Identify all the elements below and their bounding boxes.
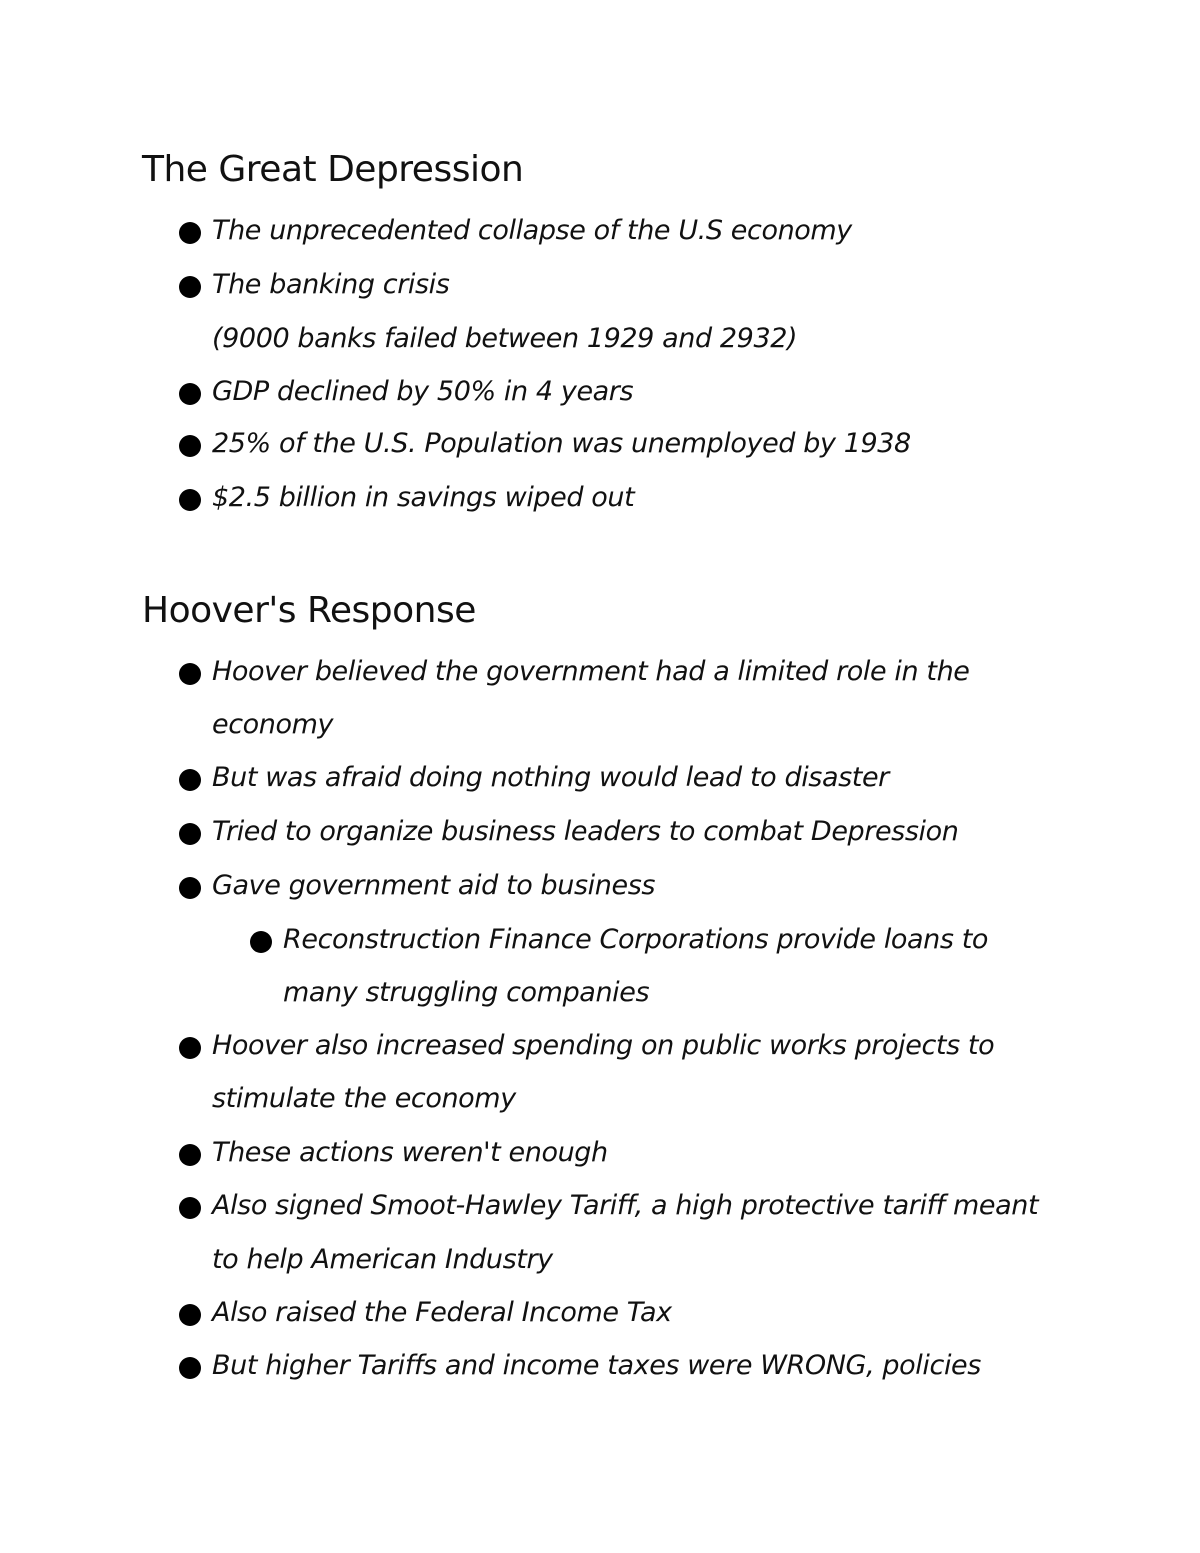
list-item: Gave government aid to business <box>212 870 656 901</box>
bullet-icon <box>179 1197 201 1219</box>
list-item: Also raised the Federal Income Tax <box>212 1297 672 1328</box>
list-item: $2.5 billion in savings wiped out <box>212 482 635 513</box>
list-item: These actions weren't enough <box>212 1137 608 1168</box>
list-item: The banking crisis <box>212 269 450 300</box>
list-item: Hoover believed the government had a limited role in the <box>212 656 970 687</box>
bullet-icon <box>179 383 201 405</box>
list-item: But higher Tariffs and income taxes were WRONG, policies <box>212 1350 981 1381</box>
bullet-icon <box>179 769 201 791</box>
list-item-continuation: stimulate the economy <box>212 1083 516 1114</box>
list-item-continuation: (9000 banks failed between 1929 and 2932) <box>212 323 798 354</box>
bullet-icon <box>179 276 201 298</box>
sub-list-item-continuation: many struggling companies <box>283 977 650 1008</box>
bullet-icon <box>179 1144 201 1166</box>
list-item: 25% of the U.S. Population was unemployed by 1938 <box>212 428 911 459</box>
bullet-icon <box>179 222 201 244</box>
bullet-icon <box>179 823 201 845</box>
bullet-icon <box>179 435 201 457</box>
list-item: GDP declined by 50% in 4 years <box>212 376 634 407</box>
list-item: Hoover also increased spending on public works projects to <box>212 1030 995 1061</box>
list-item: The unprecedented collapse of the U.S economy <box>212 215 852 246</box>
list-item-continuation: economy <box>212 709 334 740</box>
list-item: Also signed Smoot-Hawley Tariff, a high protective tariff meant <box>212 1190 1039 1221</box>
bullet-icon <box>179 877 201 899</box>
bullet-icon <box>179 1357 201 1379</box>
list-item: But was afraid doing nothing would lead to disaster <box>212 762 889 793</box>
sub-bullet-icon <box>250 931 272 953</box>
section-heading-hoovers-response: Hoover's Response <box>142 590 476 631</box>
list-item-continuation: to help American Industry <box>212 1244 553 1275</box>
sub-list-item: Reconstruction Finance Corporations provide loans to <box>283 924 989 955</box>
list-item: Tried to organize business leaders to combat Depression <box>212 816 959 847</box>
bullet-icon <box>179 1037 201 1059</box>
bullet-icon <box>179 1304 201 1326</box>
section-heading-great-depression: The Great Depression <box>142 149 524 190</box>
bullet-icon <box>179 489 201 511</box>
bullet-icon <box>179 663 201 685</box>
